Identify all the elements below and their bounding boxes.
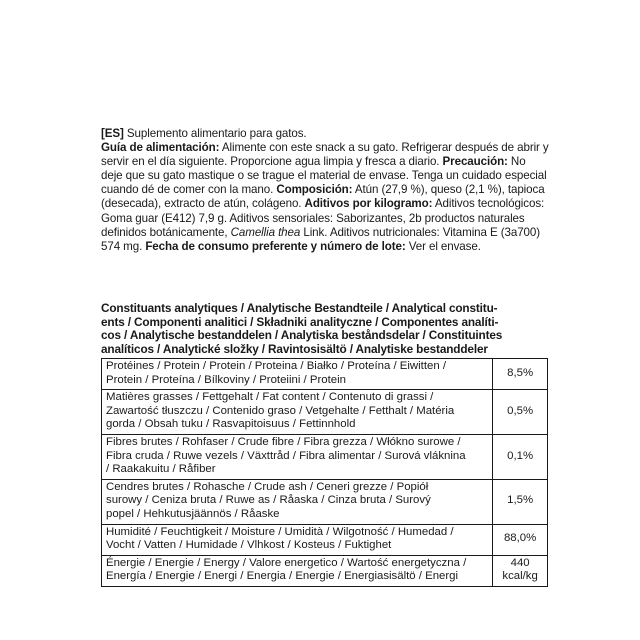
spanish-product-text — [101, 127, 549, 254]
constituent-value: 88,0% — [493, 524, 548, 555]
constituent-name-line: Fibra cruda / Ruwe vezels / Växttråd / Fibra alimentar / Surová vláknina — [106, 449, 466, 462]
energy-value: 440 — [510, 556, 530, 569]
additives-text-continued: Link. Aditivos nutricionales: Vitamina E (3a700) 574 mg. — [101, 225, 541, 253]
intro-text: Suplemento alimentario para gatos. — [123, 127, 307, 140]
composition-label: Composición: — [276, 183, 353, 197]
energy-unit: kcal/kg — [502, 570, 538, 583]
heading-line: cos / Analytische bestanddelen / Analytiska beståndsdelar / Constituintes — [101, 328, 503, 343]
constituent-name-cell — [102, 555, 493, 586]
constituent-name-line: gorda / Obsah tuku / Rasvapitoisuus / Fettinnhold — [106, 418, 356, 431]
constituent-name-line: Vocht / Vatten / Humidade / Vlhkost / Kosteus / Fuktighet — [106, 539, 392, 552]
constituent-name-line: / Raakakuitu / Råfiber — [106, 463, 216, 476]
constituent-name-line: surowy / Ceniza bruta / Ruwe as / Råaska / Cinza bruta / Surový — [106, 494, 431, 507]
constituent-name-line: Humidité / Feuchtigkeit / Moisture / Umidità / Wilgotność / Humedad / — [106, 525, 454, 538]
best-before-text: Ver el envase. — [405, 239, 481, 253]
constituent-name-line: Protein / Proteína / Bílkoviny / Proteiini / Protein — [106, 373, 346, 386]
constituent-value: 0,5% — [493, 390, 548, 435]
additives-botanical-name: Camellia thea — [230, 225, 301, 239]
constituent-name-line: Cendres brutes / Rohasche / Crude ash / Ceneri grezze / Popiół — [106, 480, 429, 493]
constituent-value: 0,1% — [493, 434, 548, 479]
additives-label: Aditivos por kilogramo: — [304, 197, 433, 211]
table-row-fat — [102, 390, 548, 435]
constituent-name-cell — [102, 359, 493, 390]
table-row-protein — [102, 359, 548, 390]
language-tag: [ES] — [101, 127, 124, 140]
table-row-energy — [102, 555, 548, 586]
caution-label: Precaución: — [442, 155, 508, 169]
constituent-name-cell — [102, 524, 493, 555]
constituent-name-line: Energía / Energie / Energi / Energia / Energie / Energiasisältö / Energi — [106, 570, 459, 583]
heading-line: ents / Componenti analitici / Składniki analityczne / Componentes analíti- — [101, 314, 499, 329]
composition-text: Atún (27,9 %), queso (2,1 %), tapioca (desecada), extracto de atún, colágeno. — [101, 183, 545, 211]
best-before-label: Fecha de consumo preferente y número de lote: — [145, 239, 406, 253]
constituent-name-line: popel / Hehkutusjäännös / Råaske — [106, 507, 280, 520]
constituent-value: 1,5% — [493, 479, 548, 524]
constituent-name-line: Fibres brutes / Rohfaser / Crude fibre / Fibra grezza / Włókno surowe / — [106, 435, 461, 448]
feeding-guide-label: Guía de alimentación: — [101, 141, 220, 155]
analytical-constituents-table — [101, 358, 548, 587]
constituent-name-line: Énergie / Energie / Energy / Valore energetico / Wartość energetyczna / — [106, 556, 467, 569]
constituent-name-cell — [102, 434, 493, 479]
table-row-ash — [102, 479, 548, 524]
constituent-name-cell — [102, 479, 493, 524]
additives-text: Aditivos tecnológicos: Goma guar (E412) 7,9 g. Aditivos sensoriales: Saborizantes, 2b productos naturales definidos botánicamente, — [101, 197, 545, 239]
feeding-guide-text: Alimente con este snack a su gato. Refrigerar después de abrir y servir en el día siguiente. Proporcione agua limpia y fresca a diario. — [101, 141, 549, 169]
table-row-fibre — [102, 434, 548, 479]
constituent-name-cell — [102, 390, 493, 435]
constituent-name-line: Protéines / Protein / Protein / Proteina / Białko / Proteína / Eiwitten / — [106, 360, 446, 372]
table-row-moisture — [102, 524, 548, 555]
constituent-value — [493, 555, 548, 586]
constituent-name-line: Matières grasses / Fettgehalt / Fat content / Contenuto di grassi / — [106, 391, 434, 404]
caution-text: No deje que su gato mastique o se trague el material de envase. Tenga un cuidado especial cuando dé de comer con la mano. — [101, 155, 547, 197]
heading-line: analíticos / Analytické složky / Ravintosisältö / Analytiske bestanddeler — [101, 341, 488, 356]
constituent-value: 8,5% — [493, 359, 548, 390]
analytical-constituents-heading — [101, 302, 549, 356]
constituent-name-line: Zawartość tłuszczu / Contenido graso / Vetgehalte / Fetthalt / Matéria — [106, 404, 455, 417]
heading-line: Constituants analytiques / Analytische Bestandteile / Analytical constitu- — [101, 301, 498, 315]
